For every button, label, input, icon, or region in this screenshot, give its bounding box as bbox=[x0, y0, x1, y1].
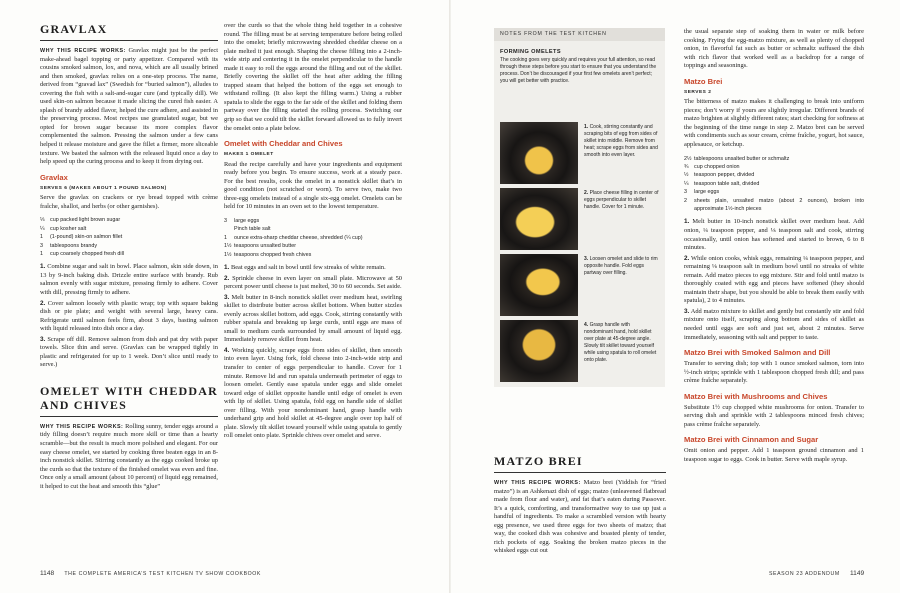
step-caption bbox=[584, 256, 659, 277]
omelet-heading: OMELET WITH CHEDDAR AND CHIVES bbox=[40, 383, 218, 412]
ingredient-line bbox=[40, 216, 218, 224]
page-gutter bbox=[449, 0, 451, 593]
step-text: Melt butter in 10-inch nonstick skillet over medium heat. Add onion, ¼ teaspoon pepper, and ⅛ teaspoon salt and cook, stirring occasionally, until onion has softened and started to brown, 6 to 8 minutes. bbox=[684, 218, 864, 252]
gravlax-serve-note: Serve the gravlax on crackers or rye bread topped with crème fraîche, shallot, and herbs (or other garnishes). bbox=[40, 194, 218, 210]
gravlax-serves: SERVES 6 (MAKES ABOUT 1 POUND SALMON) bbox=[40, 185, 167, 191]
step-text: Working quickly, scrape eggs from sides of skillet, then smooth into even layer. Using fork, fold cheese into 2-inch-wide strip and transfer to center of eggs perpendicular to handle. Cover for 1 minute. Remove lid and run spatula underneath perimeter of eggs to loosen omelet. Gently ease spatula under eggs and slide omelet toward edge of skillet opposite handle until edge of omelet is even with lip of skillet. Using spatula, fold egg on handle side of skillet over filling. With your nondominant hand, grasp handle with underhand grip and hold skillet at 45-degree angle over top half of plate. Slowly tilt skillet toward yourself while using spatula to gently roll omelet onto plate. Sprinkle chives over omelet and serve. bbox=[224, 346, 403, 440]
why-label: WHY THIS RECIPE WORKS: bbox=[40, 423, 124, 430]
step-text: Cover salmon loosely with plastic wrap; top with square baking dish or pie plate; and weight with several large, heavy cans. Refrigerate until salmon feels firm, about 3 days, basting salmon with liquid released into dish once a day. bbox=[40, 299, 218, 333]
heading-rule bbox=[494, 472, 666, 473]
page-number: 1148 bbox=[40, 570, 55, 577]
variation-text: Substitute 1½ cup chopped white mushrooms for onion. Transfer to serving dish and sprinkle with 2 tablespoons minced fresh chives; pass crème fraîche separately. bbox=[684, 403, 864, 428]
gravlax-recipe-title: Gravlax bbox=[40, 172, 68, 182]
ingredient-text: ounce extra-sharp cheddar cheese, shredded (¼ cup) bbox=[234, 234, 363, 241]
ingredient-qty: 1 bbox=[40, 234, 43, 241]
ingredient-text: Pinch table salt bbox=[234, 226, 271, 233]
matzo-ingredients bbox=[684, 155, 864, 214]
variation-title: Matzo Brei with Smoked Salmon and Dill bbox=[684, 348, 831, 358]
heading-rule bbox=[40, 40, 218, 41]
omelet-photo bbox=[500, 188, 578, 250]
gravlax-heading: GRAVLAX bbox=[40, 22, 108, 36]
ingredient-line bbox=[224, 225, 402, 233]
ingredient-text: sheets plain, unsalted matzo (about 2 ounces), broken into approximate 1½-inch pieces bbox=[694, 197, 864, 212]
caption-number: 4. bbox=[584, 322, 589, 328]
step-text: Add matzo mixture to skillet and gently but constantly stir and fold mixture onto itself, scraping along bottom and sides of skillet as needed until eggs are soft and just set, about 2 minutes. Serve immediately, seasoning with salt and pepper to taste. bbox=[684, 307, 864, 341]
matzo-note: The bitterness of matzo makes it challenging to break into uniform pieces; don’t worry if yours are slightly irregular. Different brands of matzo brighten at slightly different rates; start checking for softness at the beginning of the time range in step 2. Matzo brei can be served with condiments such as sour cream, crème fraîche, yogurt, hot sauce, applesauce, or ketchup. bbox=[684, 98, 864, 149]
ingredient-line bbox=[684, 197, 864, 214]
ingredient-qty: 3 bbox=[684, 189, 687, 196]
step-number: 2. bbox=[684, 254, 690, 262]
ingredient-line bbox=[684, 155, 864, 163]
ingredient-qty: ½ bbox=[684, 172, 689, 179]
variation-title: Matzo Brei with Cinnamon and Sugar bbox=[684, 435, 819, 445]
caption-number: 2. bbox=[584, 190, 589, 196]
gravlax-ingredients bbox=[40, 216, 218, 258]
omelet-step bbox=[224, 264, 402, 273]
matzo-recipe-title: Matzo Brei bbox=[684, 76, 723, 86]
ingredient-qty: 1 bbox=[224, 234, 227, 241]
omelet-step-3 bbox=[500, 254, 659, 316]
matzo-serves: SERVES 2 bbox=[684, 89, 712, 95]
step-text: Scrape off dill. Remove salmon from dish and pat dry with paper towels. Slice thin and serve. (Gravlax can be wrapped tightly in plastic and refrigerated for up to 1 week. Don’t slice until ready to serve.) bbox=[40, 335, 218, 369]
omelet-photo bbox=[500, 122, 578, 184]
caption-number: 3. bbox=[584, 256, 589, 262]
ingredient-text: cup chopped onion bbox=[694, 163, 740, 170]
ingredient-text: teaspoon pepper, divided bbox=[694, 172, 755, 179]
gravlax-why-paragraph bbox=[40, 47, 218, 167]
section-title: SEASON 23 ADDENDUM bbox=[769, 571, 840, 577]
step-text: Beat eggs and salt in bowl until few streaks of white remain. bbox=[230, 263, 386, 271]
why-label: WHY THIS RECIPE WORKS: bbox=[494, 480, 581, 486]
omelet-note: Read the recipe carefully and have your ingredients and equipment ready before you begin. To ensure success, work at a steady pace. For the best results, cook the omelet in a nonstick skillet that’s in good condition (not scratched or worn). To serve two, make two three-egg omelets instead of a single six-egg omelet. Omelets can be held for 10 minutes in an oven set to the lowest temperature. bbox=[224, 160, 402, 211]
notes-box bbox=[494, 28, 665, 387]
omelet-ingredients bbox=[224, 217, 402, 259]
ingredient-qty: ⅓ bbox=[40, 217, 45, 224]
step-caption bbox=[584, 322, 659, 364]
ingredient-qty: 2½ bbox=[684, 155, 692, 162]
ingredient-text: cup kosher salt bbox=[50, 225, 87, 232]
omelet-step bbox=[224, 347, 402, 441]
omelet-step-1 bbox=[500, 122, 659, 184]
ingredient-line bbox=[40, 250, 218, 258]
omelet-why-continued: over the curds so that the whole thing held together in a cohesive round. The filling must be at serving temperature before being rolled into the omelet; briefly microwaving shredded cheddar cheese on a plate melted it just enough. Shaping the cheese filling into a 2-inch-wide strip and centering it in the omelet perpendicular to the handle made it easy to roll the eggs around the filling and out of the skillet. Briefly covering the skillet off the heat after adding the filling trapped steam that helped the bottom of the eggs set enough to withstand rolling. (It also kept the filling warm.) Using a rubber spatula to slide the eggs to the far side of the skillet and folding them partway over the filling started the rolling process. Switching our grip so that we could tilt the skillet forward allowed us to fully invert the omelet onto a plate below. bbox=[224, 22, 402, 132]
matzo-heading: MATZO BREI bbox=[494, 454, 583, 468]
page-number: 1149 bbox=[849, 570, 865, 577]
step-caption bbox=[584, 124, 659, 159]
omelet-step-2 bbox=[500, 188, 659, 250]
ingredient-qty: 3 bbox=[224, 217, 227, 224]
ingredient-qty: ¼ bbox=[40, 225, 45, 232]
ingredient-line bbox=[684, 163, 864, 171]
step-number: 2. bbox=[224, 274, 230, 282]
omelet-step bbox=[224, 294, 402, 345]
right-footer bbox=[769, 570, 864, 577]
book-title: THE COMPLETE AMERICA’S TEST KITCHEN TV SHOW COOKBOOK bbox=[64, 571, 261, 577]
omelet-photo bbox=[500, 320, 578, 382]
ingredient-text: teaspoons unsalted butter bbox=[234, 243, 297, 250]
ingredient-text: tablespoons brandy bbox=[50, 242, 98, 249]
matzo-step bbox=[684, 255, 864, 306]
ingredient-qty: 3 bbox=[40, 242, 43, 249]
caption-text: Grasp handle with nondominant hand, hold skillet over plate at 45-degree angle. Slowly tilt skillet toward yourself while using spatula to roll omelet onto plate. bbox=[584, 322, 657, 363]
omelet-step-4 bbox=[500, 320, 659, 382]
ingredient-line bbox=[684, 188, 864, 196]
caption-text: Cook, stirring constantly and scraping bits of egg from sides of skillet into middle. Remove from heat; scrape eggs from sides and smooth into even layer. bbox=[584, 124, 658, 158]
ingredient-text: (1-pound) skin-on salmon fillet bbox=[50, 234, 123, 241]
left-footer bbox=[40, 570, 261, 577]
ingredient-line bbox=[224, 242, 402, 250]
step-number: 2. bbox=[40, 299, 46, 307]
ingredient-line bbox=[40, 225, 218, 233]
step-caption bbox=[584, 190, 659, 211]
ingredient-line bbox=[224, 217, 402, 225]
ingredient-line bbox=[684, 171, 864, 179]
step-number: 3. bbox=[684, 307, 690, 315]
matzo-step bbox=[684, 218, 864, 252]
gravlax-step bbox=[40, 336, 218, 370]
gravlax-step bbox=[40, 300, 218, 334]
ingredient-qty: ¾ bbox=[684, 163, 689, 170]
variation-text: Transfer to serving dish; top with 1 ounce smoked salmon, torn into ½-inch strips; sprinkle with 1 tablespoon chopped fresh dill; and pass crème fraîche separately. bbox=[684, 360, 864, 385]
heading-rule bbox=[40, 416, 218, 417]
caption-text: Place cheese filling in center of eggs perpendicular to skillet handle. Cover for 1 minute. bbox=[584, 190, 659, 210]
right-column-2 bbox=[684, 28, 864, 466]
ingredient-qty bbox=[224, 225, 234, 233]
omelet-photo bbox=[500, 254, 578, 316]
step-text: Melt butter in 8-inch nonstick skillet over medium heat, swirling skillet to distribute butter across skillet bottom. When butter sizzles evenly across skillet bottom, add eggs. Cook, stirring constantly with rubber spatula and breaking up large curds, until eggs are mass of small to medium curds surrounded by small amount of liquid egg. Immediately remove skillet from heat. bbox=[224, 293, 402, 344]
step-number: 1. bbox=[224, 263, 230, 271]
gravlax-step bbox=[40, 263, 218, 297]
ingredient-qty: 1½ bbox=[224, 251, 232, 258]
ingredient-text: teaspoons chopped fresh chives bbox=[234, 251, 312, 258]
ingredient-line bbox=[224, 251, 402, 259]
ingredient-qty: 1 bbox=[40, 250, 43, 257]
matzo-why-paragraph bbox=[494, 479, 666, 556]
ingredient-qty: ¼ bbox=[684, 180, 689, 187]
left-column-2 bbox=[224, 22, 402, 443]
ingredient-line bbox=[40, 233, 218, 241]
omelet-recipe-title: Omelet with Cheddar and Chives bbox=[224, 139, 343, 149]
variation-text: Omit onion and pepper. Add 1 teaspoon ground cinnamon and 1 teaspoon sugar to eggs. Cook in butter. Serve with maple syrup. bbox=[684, 447, 864, 463]
step-text: While onion cooks, whisk eggs, remaining ¼ teaspoon pepper, and remaining ⅛ teaspoon salt in medium bowl until no streaks of white remain. Add matzo pieces to egg mixture. Stir and fold until matzo is thoroughly coated with egg and pieces have softened (they should maintain their shape, but you should be able to break them easily with spatula), 2 to 4 minutes. bbox=[684, 254, 864, 305]
ingredient-text: large eggs bbox=[694, 189, 720, 196]
ingredient-text: large eggs bbox=[234, 217, 260, 224]
omelet-why-text: Rolling sunny, tender eggs around a tidy filling doesn’t require much more skill or time than a hearty scramble—but the result is much more polished and elegant. For our easy cheese omelet, we started by cooking three beaten eggs in an 8-inch nonstick skillet. Stirring constantly as the eggs cooked broke up the curds so that the texture of the finished omelet was even and fine. Once only a small amount (about 10 percent) of liquid egg remained, it helped to cut the heat and smooth this “glue” bbox=[40, 422, 218, 490]
ingredient-line bbox=[684, 180, 864, 188]
ingredient-text: cup coarsely chopped fresh dill bbox=[50, 250, 125, 257]
matzo-why-continued: the usual separate step of soaking them in water or milk before cooking. Frying the egg-matzo mixture, as well as plenty of chopped onion, in flavorful fat such as butter or schmaltz suffused the dish with rich flavor that worked well as a backdrop for a range of toppings and seasonings. bbox=[684, 28, 864, 70]
notes-header: NOTES FROM THE TEST KITCHEN bbox=[494, 28, 665, 41]
caption-number: 1. bbox=[584, 124, 589, 130]
why-label: WHY THIS RECIPE WORKS: bbox=[40, 48, 126, 54]
ingredient-line bbox=[40, 242, 218, 250]
ingredient-text: cup packed light brown sugar bbox=[50, 217, 121, 224]
step-number: 3. bbox=[224, 293, 230, 301]
ingredient-line bbox=[224, 234, 402, 242]
step-number: 1. bbox=[684, 218, 690, 226]
step-text: Sprinkle cheese in even layer on small plate. Microwave at 50 percent power until cheese is just melted, 30 to 60 seconds. Set aside. bbox=[224, 274, 402, 291]
matzo-step bbox=[684, 308, 864, 342]
ingredient-text: tablespoons unsalted butter or schmaltz bbox=[694, 155, 790, 162]
step-number: 3. bbox=[40, 335, 46, 343]
omelet-why-paragraph bbox=[40, 423, 218, 491]
left-column-1 bbox=[40, 22, 218, 493]
notes-intro: The cooking goes very quickly and requires your full attention, so read through these steps before you start to ensure that you understand the process. Don’t be discouraged if your first few omelets aren’t perfect; you will get better with practice. bbox=[500, 57, 657, 84]
ingredient-text: teaspoon table salt, divided bbox=[694, 180, 760, 187]
variation-title: Matzo Brei with Mushrooms and Chives bbox=[684, 391, 828, 401]
matzo-why-text: Matzo brei (Yiddish for “fried matzo”) is an Ashkenazi dish of eggs; matzo (unleavened flatbread made from flour and water), and fat that’s eaten during Passover. It’s a quick, comforting, and transformative way to use up just a handful of ingredients. To make a scrambled version with hearty egg presence, we used three eggs for two sheets of matzo; that way, the cooked dish was cohesive and boasted plenty of tender, rich pockets of egg. Soaking the broken matzo pieces in the whisked eggs cut out bbox=[494, 479, 666, 555]
step-number: 1. bbox=[40, 263, 46, 271]
notes-subhead: FORMING OMELETS bbox=[500, 49, 562, 55]
step-text: Combine sugar and salt in bowl. Place salmon, skin side down, in 13 by 9-inch baking dish. Drizzle entire surface with brandy. Rub salmon evenly with sugar mixture, pressing firmly to adhere. Cover with dill, pressing firmly to adhere. bbox=[40, 263, 218, 296]
ingredient-qty: 1½ bbox=[224, 243, 232, 250]
omelet-serves: MAKES 1 OMELET bbox=[224, 152, 274, 158]
caption-text: Loosen omelet and slide to rim opposite handle. Fold eggs partway over filling. bbox=[584, 256, 658, 276]
right-column-1-lower bbox=[494, 454, 666, 558]
ingredient-qty: 2 bbox=[684, 197, 687, 204]
step-number: 4. bbox=[224, 346, 230, 354]
gravlax-why-text: Gravlax might just be the perfect make-ahead bagel topping or party appetizer. Compared with its cousins smoked salmon, lox, and nova, which are all usually brined and then smoked, gravlax relies on a one-step process. The name, derived from “gravad lax” (Swedish for “buried salmon”), alludes to covering the fish with a salt-and-sugar cure (and typically dill). We used skin-on salmon because it made slicing the cured fish easier. A splash of brandy added flavor, helped the cure adhere, and assisted in the preserving process. Most recipes use granulated sugar, but we opted for brown sugar because its more complex flavor complemented the salmon. Pressing the salmon under a few cans helped it release moisture and gave the fillet a firmer, more sliceable texture. We basted the salmon with the released liquid once a day to help speed up the curing process and to keep it from drying out. bbox=[40, 47, 218, 166]
omelet-step bbox=[224, 275, 402, 292]
